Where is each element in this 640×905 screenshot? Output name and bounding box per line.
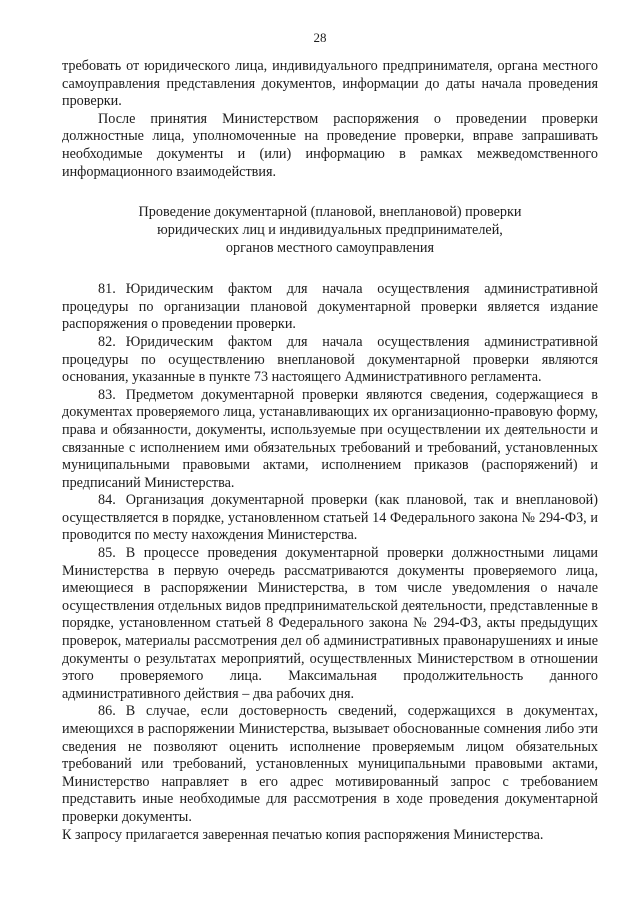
clause-84 (62, 492, 598, 545)
closing-line: К запросу прилагается заверенная печатью копия распоряжения Министерства. (62, 826, 544, 843)
clause-82 (62, 334, 598, 387)
document-body (62, 58, 598, 844)
paragraph-after-order: После принятия Министерством распоряжения о проведении проверки должностные лица, уполномоченные на проведение проверки, вправе запрашивать необходимые документы и (или) информацию в рамках межведомственного информационного взаимодействия. (62, 110, 598, 180)
clause-86 (62, 703, 598, 826)
clause-number: 82. (98, 333, 116, 350)
section-heading (62, 203, 598, 257)
clause-text: Предметом документарной проверки являются сведения, содержащиеся в документах проверяемого лица, устанавливающих их организационно-правовую форму, права и обязанности, документы, используемые при осуществлении их деятельности и связанные с исполнением ими обязательных требований и требований, установленных муниципальными правовыми актами, исполнением приказов (распоряжений) и предписаний Министерства. (62, 386, 598, 491)
clause-85 (62, 545, 598, 703)
clause-text: Юридическим фактом для начала осуществления административной процедуры по осуществлению внеплановой документарной проверки являются основания, указанные в пункте 73 настоящего Административного регламента. (62, 333, 598, 386)
clause-81 (62, 281, 598, 334)
clause-text: Юридическим фактом для начала осуществления административной процедуры по организации плановой документарной проверки является издание распоряжения о проведении проверки. (62, 281, 598, 333)
clause-text: В случае, если достоверность сведений, содержащихся в документах, имеющихся в распоряжении Министерства, вызывает обоснованные сомнения либо эти сведения не позволяют оценить исполнение проверяемым лицом обязательных требований или требований, установленных муниципальными правовыми актами, Министерство направляет в его адрес мотивированный запрос с требованием представить иные необходимые для рассмотрения в ходе проведения документарной проверки документы. (62, 703, 598, 825)
clause-number: 86. (98, 703, 116, 720)
clause-number: 85. (98, 545, 116, 562)
clause-number: 84. (98, 492, 116, 509)
heading-line-1: Проведение документарной (плановой, внеплановой) проверки (138, 204, 522, 221)
page-number: 28 (313, 30, 327, 45)
clause-83 (62, 387, 598, 493)
heading-line-2: юридических лиц и индивидуальных предпринимателей, (157, 222, 503, 239)
clause-number: 83. (98, 386, 116, 403)
heading-line-3: органов местного самоуправления (225, 240, 435, 257)
clause-number: 81. (98, 281, 116, 298)
clause-text: Организация документарной проверки (как плановой, так и внеплановой) осуществляется в порядке, установленном статьей 14 Федерального закона № 294-ФЗ, и проводится по месту нахождения Министерства. (62, 492, 598, 544)
clause-text: В процессе проведения документарной проверки должностными лицами Министерства в первую очередь рассматриваются документы проверяемого лица, имеющиеся в распоряжении Министерства, в том числе уведомления о начале осуществления отдельных видов предпринимательской деятельности, представленные в порядке, установленном статьей 8 Федерального закона № 294-ФЗ, акты предыдущих проверок, материалы рассмотрения дел об административных правонарушениях и иные документы о результатах мероприятий, осуществленных Министерством в отношении этого проверяемого лица. Максимальная продолжительность данного административного действия – два рабочих дня. (62, 545, 598, 702)
paragraph-continuation: требовать от юридического лица, индивидуального предпринимателя, органа местного самоуправления представления документов, информации до даты начала проведения проверки. (62, 58, 598, 110)
